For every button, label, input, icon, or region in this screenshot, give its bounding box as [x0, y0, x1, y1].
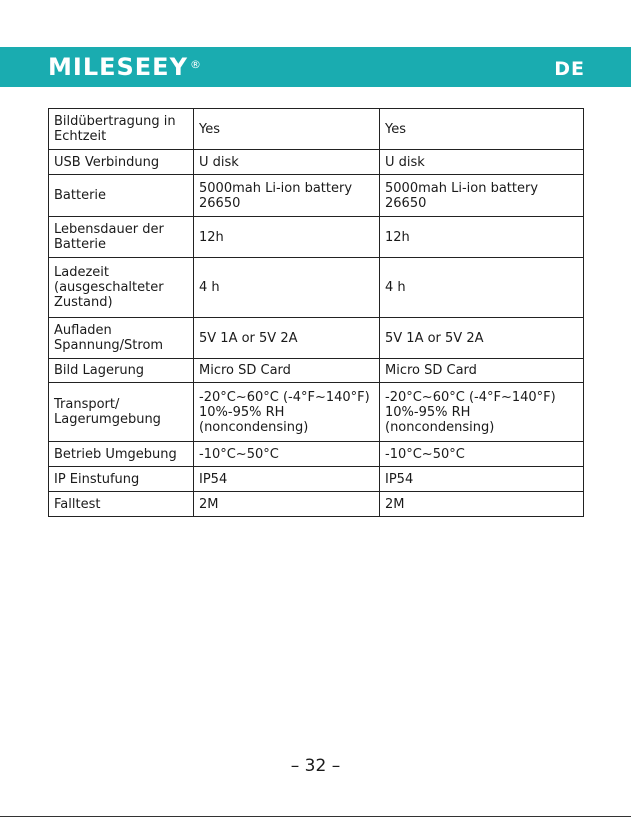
- table-row: [49, 318, 584, 359]
- spec-table: [48, 108, 584, 517]
- table-row: [49, 217, 584, 258]
- value-cell: IP54: [194, 467, 380, 492]
- row-label: Bildübertragung in Echtzeit: [49, 109, 194, 150]
- value-cell: U disk: [380, 150, 584, 175]
- bottom-rule: [0, 816, 631, 817]
- value-cell: -20°C~60°C (-4°F~140°F) 10%-95% RH (noncondensing): [380, 383, 584, 442]
- row-label: Bild Lagerung: [49, 359, 194, 383]
- value-cell: 5000mah Li-ion battery 26650: [380, 175, 584, 217]
- brand-logo: [48, 53, 202, 81]
- value-cell: 2M: [194, 492, 380, 517]
- table-row: [49, 258, 584, 318]
- value-cell: 12h: [380, 217, 584, 258]
- value-cell: Micro SD Card: [194, 359, 380, 383]
- table-row: [49, 467, 584, 492]
- row-label: IP Einstufung: [49, 467, 194, 492]
- row-label: Batterie: [49, 175, 194, 217]
- row-label: Ladezeit (ausgeschalteter Zustand): [49, 258, 194, 318]
- value-cell: 12h: [194, 217, 380, 258]
- value-cell: U disk: [194, 150, 380, 175]
- row-label: Aufladen Spannung/Strom: [49, 318, 194, 359]
- table-row: [49, 442, 584, 467]
- table-row: [49, 109, 584, 150]
- value-cell: 5V 1A or 5V 2A: [380, 318, 584, 359]
- row-label: Falltest: [49, 492, 194, 517]
- brand-name: MILESEEY: [48, 53, 188, 81]
- table-row: [49, 359, 584, 383]
- value-cell: 5000mah Li-ion battery 26650: [194, 175, 380, 217]
- value-cell: Micro SD Card: [380, 359, 584, 383]
- row-label: USB Verbindung: [49, 150, 194, 175]
- table-row: [49, 383, 584, 442]
- value-cell: IP54: [380, 467, 584, 492]
- language-code: DE: [554, 58, 585, 80]
- table-row: [49, 175, 584, 217]
- row-label: Transport/ Lagerumgebung: [49, 383, 194, 442]
- value-cell: 4 h: [380, 258, 584, 318]
- row-label: Lebensdauer der Batterie: [49, 217, 194, 258]
- value-cell: -10°C~50°C: [380, 442, 584, 467]
- value-cell: Yes: [380, 109, 584, 150]
- value-cell: 2M: [380, 492, 584, 517]
- table-row: [49, 492, 584, 517]
- value-cell: 4 h: [194, 258, 380, 318]
- row-label: Betrieb Umgebung: [49, 442, 194, 467]
- registered-mark: ®: [189, 58, 202, 71]
- value-cell: Yes: [194, 109, 380, 150]
- table-row: [49, 150, 584, 175]
- value-cell: 5V 1A or 5V 2A: [194, 318, 380, 359]
- value-cell: -10°C~50°C: [194, 442, 380, 467]
- page-number: – 32 –: [290, 756, 341, 776]
- value-cell: -20°C~60°C (-4°F~140°F) 10%-95% RH (noncondensing): [194, 383, 380, 442]
